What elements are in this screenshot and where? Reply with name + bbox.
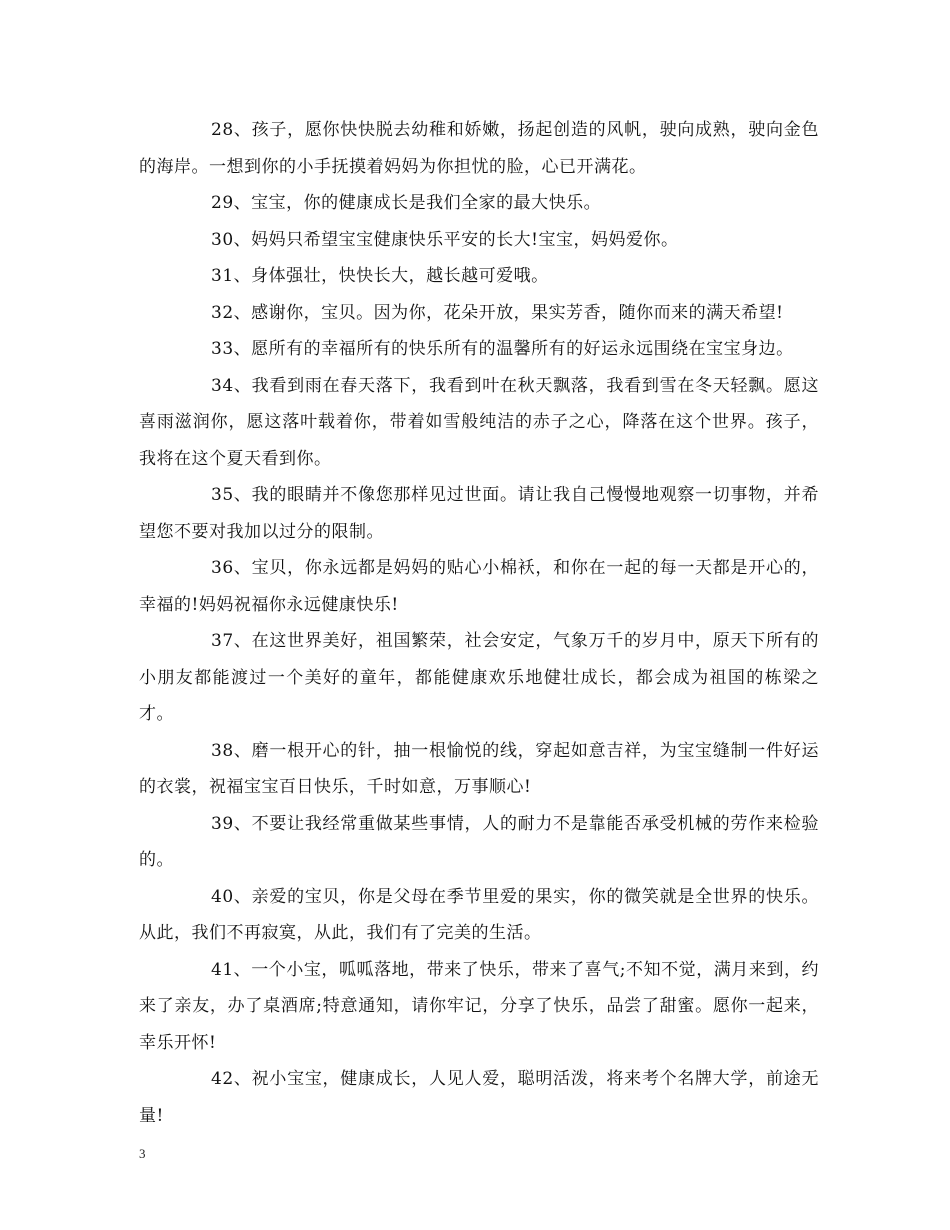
paragraph-35: 35、我的眼睛并不像您那样见过世面。请让我自己慢慢地观察一切事物，并希望您不要对我加以过分的限制。 <box>139 485 819 542</box>
paragraph-32: 32、感谢你，宝贝。因为你，花朵开放，果实芳香，随你而来的满天希望! <box>211 302 784 323</box>
paragraph-31: 31、身体强壮，快快长大，越长越可爱哦。 <box>211 266 549 286</box>
paragraph-39: 39、不要让我经常重做某些事情，人的耐力不是靠能否承受机械的劳作来检验的。 <box>139 813 819 870</box>
paragraph-28: 28、孩子，愿你快快脱去幼稚和娇嫩，扬起创造的风帆，驶向成熟，驶向金色的海岸。一想到你的小手抚摸着妈妈为你担忧的脸，心已开满花。 <box>139 120 819 177</box>
paragraph-41: 41、一个小宝，呱呱落地，带来了快乐，带来了喜气;不知不觉，满月来到，约来了亲友，办了桌酒席;特意通知，请你牢记，分享了快乐，品尝了甜蜜。愿你一起来，幸乐开怀! <box>139 959 819 1053</box>
paragraph-30: 30、妈妈只希望宝宝健康快乐平安的长大!宝宝，妈妈爱你。 <box>211 229 679 250</box>
page-number: 3 <box>139 1146 146 1161</box>
document-body <box>139 112 819 1134</box>
paragraph-37: 37、在这世界美好，祖国繁荣，社会安定，气象万千的岁月中，原天下所有的小朋友都能渡过一个美好的童年，都能健康欢乐地健壮成长，都会成为祖国的栋梁之才。 <box>139 631 819 724</box>
paragraph-33: 33、愿所有的幸福所有的快乐所有的温馨所有的好运永远围绕在宝宝身边。 <box>211 339 794 359</box>
paragraph-36: 36、宝贝，你永远都是妈妈的贴心小棉袄，和你在一起的每一天都是开心的，幸福的!妈妈祝福你永远健康快乐! <box>139 558 819 615</box>
paragraph-29: 29、宝宝，你的健康成长是我们全家的最大快乐。 <box>211 193 602 213</box>
paragraph-38: 38、磨一根开心的针，抽一根愉悦的线，穿起如意吉祥，为宝宝缝制一件好运的衣裳，祝福宝宝百日快乐，千时如意，万事顺心! <box>139 740 819 797</box>
paragraph-40: 40、亲爱的宝贝，你是父母在季节里爱的果实，你的微笑就是全世界的快乐。从此，我们不再寂寞，从此，我们有了完美的生活。 <box>139 886 819 943</box>
paragraph-42: 42、祝小宝宝，健康成长，人见人爱，聪明活泼，将来考个名牌大学，前途无量! <box>139 1069 819 1126</box>
paragraph-34: 34、我看到雨在春天落下，我看到叶在秋天飘落，我看到雪在冬天轻飘。愿这喜雨滋润你，愿这落叶载着你，带着如雪般纯洁的赤子之心，降落在这个世界。孩子，我将在这个夏天看到你。 <box>139 375 819 469</box>
